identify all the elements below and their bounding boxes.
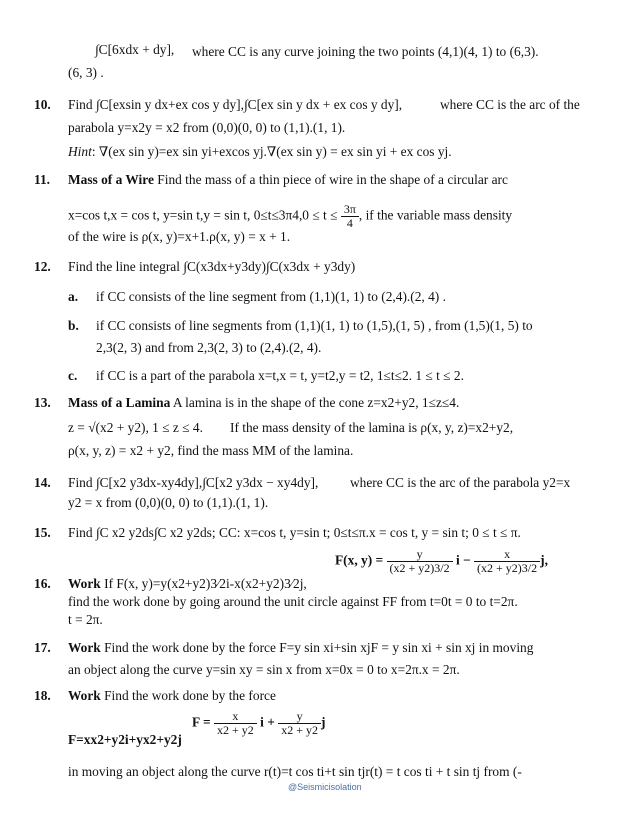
sub-label: a. (68, 289, 79, 304)
problem-number: 11. (34, 172, 50, 187)
problem-body: , if the variable mass density (358, 207, 513, 223)
problem-body: A lamina is in the shape of the cone z=x2+y2, 1≤z≤4. (172, 395, 460, 410)
problem-text: parabola y=x2y = x2 from (0,0)(0, 0) to (1,1).(1, 1). (68, 120, 346, 135)
problem-text (68, 576, 307, 592)
fraction-numerator: x (474, 548, 540, 562)
integral-expression: ∫C[6xdx + dy], (95, 42, 175, 57)
problem-body: Find the work done by the force (104, 688, 276, 703)
force-formula (335, 548, 548, 575)
problem-text: an object along the curve y=sin xy = sin x from x=0x = 0 to x=2π.x = 2π. (68, 662, 460, 677)
fraction-denominator: (x2 + y2)3/2 (389, 561, 450, 575)
fraction-numerator: x (214, 710, 257, 724)
problem-text: if CC consists of the line segment from (1,1)(1, 1) to (2,4).(2, 4) . (96, 289, 446, 304)
problem-number: 10. (34, 97, 51, 112)
problem-text: 2,3(2, 3) and from 2,3(2, 3) to (2,4).(2, 4). (96, 340, 322, 355)
problem-text: if CC consists of line segments from (1,1)(1, 1) to (1,5),(1, 5) , from (1,5)(1, 5) to (96, 318, 533, 333)
problem-text (68, 640, 533, 656)
sub-label: b. (68, 318, 79, 333)
problem-number: 14. (34, 475, 51, 490)
fraction-numerator: y (387, 548, 453, 562)
fraction-numerator: 3π (341, 203, 359, 217)
problem-text: Find ∫C[exsin y dx+ex cos y dy],∫C[ex sin y dx + ex cos y dy], (68, 97, 403, 112)
problem-text: ρ(x, y, z) = x2 + y2, find the mass MM of the lamina. (68, 443, 354, 458)
problem-text (68, 203, 512, 230)
problem-title: Mass of a Wire (68, 172, 154, 187)
problem-number: 13. (34, 395, 51, 410)
fraction-denominator: x2 + y2 (281, 723, 319, 737)
fraction (341, 203, 359, 230)
problem-title: Work (68, 640, 101, 655)
problem-text: (6, 3) . (68, 65, 104, 80)
fraction (474, 548, 540, 575)
problem-number: 17. (34, 640, 51, 655)
problem-body: Find the work done by the force F=y sin xi+sin xjF = y sin xi + sin xj in moving (104, 640, 534, 655)
problem-number: 15. (34, 525, 51, 540)
fraction-numerator: y (278, 710, 321, 724)
hint-body: : ∇(ex sin y)=ex sin yi+excos yj.∇(ex sin y) = ex sin yi + ex cos yj. (91, 144, 452, 159)
problem-text: y2 = x from (0,0)(0, 0) to (1,1).(1, 1). (68, 495, 269, 510)
sub-label: c. (68, 368, 78, 383)
problem-text: of the wire is ρ(x, y)=x+1.ρ(x, y) = x + 1. (68, 229, 291, 244)
fraction (387, 548, 453, 575)
problem-text: Find ∫C x2 y2ds∫C x2 y2ds; CC: x=cos t, y=sin t; 0≤t≤π.x = cos t, y = sin t; 0 ≤ t ≤ π. (68, 525, 521, 540)
fraction (214, 710, 257, 737)
fraction-denominator: (x2 + y2)3/2 (477, 561, 538, 575)
formula-operator: i + (260, 714, 275, 730)
fraction-denominator: 4 (346, 216, 353, 230)
problem-text (68, 395, 459, 411)
problem-title: Work (68, 576, 101, 591)
problem-text: F=xx2+y2i+yx2+y2j (68, 732, 182, 747)
problem-text: t = 2π. (68, 612, 103, 627)
problem-title: Mass of a Lamina (68, 395, 171, 410)
fraction (278, 710, 321, 737)
force-formula (192, 710, 325, 737)
problem-body: x=cos t,x = cos t, y=sin t,y = sin t, 0≤t≤3π4,0 ≤ t ≤ (68, 207, 338, 223)
problem-text: Find the line integral ∫C(x3dx+y3dy)∫C(x3dx + y3dy) (68, 259, 356, 274)
problem-number: 12. (34, 259, 51, 274)
formula-lhs: F = (192, 714, 211, 730)
formula-end: j (321, 714, 326, 730)
watermark: @Seismicisolation (288, 782, 362, 792)
formula-end: j, (540, 552, 548, 568)
problem-text (68, 172, 508, 188)
problem-title: Work (68, 688, 101, 703)
problem-text: where CC is the arc of the (440, 97, 580, 112)
problem-text: z = √(x2 + y2), 1 ≤ z ≤ 4. (68, 420, 203, 435)
formula-lhs: F(x, y) = (335, 552, 384, 568)
fraction-denominator: x2 + y2 (217, 723, 254, 737)
problem-text (68, 688, 276, 704)
problem-body: Find the mass of a thin piece of wire in the shape of a circular arc (157, 172, 508, 187)
formula-operator: i − (455, 552, 471, 568)
problem-text: where CC is any curve joining the two points (4,1)(4, 1) to (6,3). (192, 44, 539, 59)
problem-number: 18. (34, 688, 51, 703)
problem-text: in moving an object along the curve r(t)=t cos ti+t sin tjr(t) = t cos ti + t sin tj from (- (68, 764, 522, 779)
problem-text: if CC is a part of the parabola x=t,x = t, y=t2,y = t2, 1≤t≤2. 1 ≤ t ≤ 2. (96, 368, 464, 383)
hint-label: Hint (68, 144, 92, 159)
problem-text: where CC is the arc of the parabola y2=x (350, 475, 571, 490)
problem-number: 16. (34, 576, 51, 591)
problem-text: Find ∫C[x2 y3dx-xy4dy],∫C[x2 y3dx − xy4dy], (68, 475, 319, 490)
problem-text: find the work done by going around the unit circle against FF from t=0t = 0 to t=2π. (68, 594, 518, 609)
problem-text: If the mass density of the lamina is ρ(x, y, z)=x2+y2, (230, 420, 514, 435)
hint-text (68, 144, 452, 160)
problem-body: If F(x, y)=y(x2+y2)3⁄2i-x(x2+y2)3⁄2j, (104, 576, 307, 591)
